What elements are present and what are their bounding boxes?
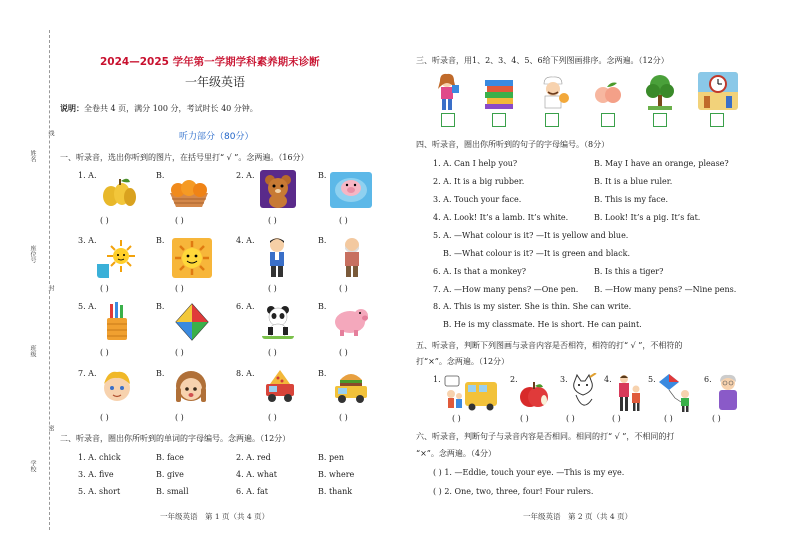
q5-number: 1. bbox=[433, 375, 441, 384]
pig-in-water-icon bbox=[330, 172, 372, 208]
q4-option[interactable]: B. —How many pens? —Nine pens. bbox=[594, 285, 737, 294]
answer-paren[interactable]: ( ) bbox=[566, 414, 575, 423]
q2-option[interactable]: B. small bbox=[156, 487, 189, 496]
panda-icon bbox=[262, 303, 294, 339]
q6-title-line2: “×”。念两遍。（4分） bbox=[416, 449, 496, 458]
q1-label: 5. A. bbox=[78, 302, 97, 311]
answer-paren[interactable]: ( ) bbox=[612, 414, 621, 423]
answer-paren[interactable]: ( ) bbox=[339, 216, 348, 225]
q1-label: B. bbox=[156, 236, 165, 245]
q4-option[interactable]: 7. A. —How many pens? —One pen. bbox=[433, 285, 579, 294]
q6-item[interactable]: ( ) 1. —Eddie, touch your eye. —This is my eye. bbox=[433, 468, 625, 477]
boy-face-icon bbox=[100, 368, 134, 406]
q2-option[interactable]: B. face bbox=[156, 453, 184, 462]
q4-option[interactable]: B. Is this a tiger? bbox=[594, 267, 664, 276]
q1-label: 4. A. bbox=[236, 236, 255, 245]
answer-paren[interactable]: ( ) bbox=[520, 414, 529, 423]
grandpa-icon bbox=[337, 236, 367, 278]
chef-icon bbox=[536, 74, 570, 110]
q1-label: 7. A. bbox=[78, 369, 97, 378]
clock-icon bbox=[698, 72, 738, 110]
order-box[interactable] bbox=[653, 113, 667, 127]
q1-label: 6. A. bbox=[236, 302, 255, 311]
grandma-icon bbox=[714, 374, 742, 412]
bear-icon bbox=[260, 170, 296, 208]
q2-option[interactable]: 6. A. fat bbox=[236, 487, 268, 496]
page-footer: 一年级英语 第 2 页（共 4 页） bbox=[523, 512, 633, 521]
answer-paren[interactable]: ( ) bbox=[268, 284, 277, 293]
q4-option[interactable]: 6. A. Is that a monkey? bbox=[433, 267, 526, 276]
answer-paren[interactable]: ( ) bbox=[175, 216, 184, 225]
answer-paren[interactable]: ( ) bbox=[664, 414, 673, 423]
peach-icon bbox=[593, 79, 623, 107]
answer-paren[interactable]: ( ) bbox=[339, 348, 348, 357]
pig-icon bbox=[330, 302, 370, 338]
sun-icon bbox=[97, 238, 137, 278]
side-label-school: 学校 bbox=[29, 460, 36, 472]
q5-title-line1: 五、听录音，判断下列图画与录音内容是否相符，相符的打“ √ ”，不相符的 bbox=[416, 341, 683, 350]
answer-paren[interactable]: ( ) bbox=[268, 348, 277, 357]
side-mark-line: 线 bbox=[47, 130, 54, 136]
section-header: 听力部分（80分） bbox=[179, 132, 254, 142]
q2-option[interactable]: B. pen bbox=[318, 453, 344, 462]
girl-icon bbox=[432, 73, 462, 111]
side-mark-close: 密 bbox=[47, 425, 54, 431]
q4-option[interactable]: B. —What colour is it? —It is green and black. bbox=[443, 249, 631, 258]
q4-option[interactable]: 4. A. Look! It’s a lamb. It’s white. bbox=[433, 213, 569, 222]
answer-paren[interactable]: ( ) bbox=[100, 348, 109, 357]
q4-option[interactable]: 5. A. —What colour is it? —It is yellow and blue. bbox=[433, 231, 629, 240]
q5-number: 3. bbox=[560, 375, 568, 384]
side-label-class: 班级 bbox=[29, 345, 36, 357]
oranges-icon bbox=[168, 175, 210, 209]
q4-option[interactable]: B. It is a blue ruler. bbox=[594, 177, 673, 186]
q2-option[interactable]: B. give bbox=[156, 470, 184, 479]
note-label: 说明： bbox=[60, 103, 84, 113]
answer-paren[interactable]: ( ) bbox=[175, 284, 184, 293]
q4-option[interactable]: 8. A. This is my sister. She is thin. She can write. bbox=[433, 302, 632, 311]
q1-label: 8. A. bbox=[236, 369, 255, 378]
q4-option[interactable]: B. Look! It’s a pig. It’s fat. bbox=[594, 213, 701, 222]
pizza-car-icon bbox=[262, 368, 298, 406]
q4-title: 四、听录音，圈出你所听到的句子的字母编号。（8分） bbox=[416, 140, 610, 149]
binding-line bbox=[49, 30, 50, 530]
exam-subtitle: 一年级英语 bbox=[185, 75, 246, 89]
q5-number: 4. bbox=[604, 375, 612, 384]
q5-number: 5. bbox=[648, 375, 656, 384]
pears-icon bbox=[100, 172, 138, 210]
answer-paren[interactable]: ( ) bbox=[100, 284, 109, 293]
sun-icon bbox=[172, 238, 212, 278]
answer-paren[interactable]: ( ) bbox=[100, 216, 109, 225]
q6-item[interactable]: ( ) 2. One, two, three, four! Four rulers. bbox=[433, 487, 594, 496]
order-box[interactable] bbox=[441, 113, 455, 127]
q4-option[interactable]: B. May I have an orange, please? bbox=[594, 159, 729, 168]
apple-icon bbox=[519, 380, 549, 410]
answer-paren[interactable]: ( ) bbox=[452, 414, 461, 423]
q1-title: 一、听录音，选出你听到的图片，在括号里打“ √ ”。念两遍。（16分） bbox=[60, 153, 309, 162]
q6-title-line1: 六、听录音，判断句子与录音内容是否相同。相同的打“ √ ”，不相同的打 bbox=[416, 432, 675, 441]
q4-option[interactable]: 3. A. Touch your face. bbox=[433, 195, 522, 204]
q1-label: B. bbox=[318, 369, 327, 378]
side-mark-seal: 封 bbox=[47, 285, 54, 291]
answer-paren[interactable]: ( ) bbox=[339, 413, 348, 422]
q1-label: B. bbox=[318, 171, 327, 180]
order-box[interactable] bbox=[601, 113, 615, 127]
q1-label: 2. A. bbox=[236, 171, 255, 180]
order-box[interactable] bbox=[545, 113, 559, 127]
burger-car-icon bbox=[332, 368, 370, 406]
q2-option[interactable]: 5. A. short bbox=[78, 487, 121, 496]
q1-label: B. bbox=[156, 302, 165, 311]
q1-label: B. bbox=[318, 302, 327, 311]
q1-label: B. bbox=[156, 171, 165, 180]
pencil-holder-icon bbox=[102, 302, 132, 342]
answer-paren[interactable]: ( ) bbox=[712, 414, 721, 423]
q4-option[interactable]: 2. A. It is a big rubber. bbox=[433, 177, 525, 186]
note-text: 全卷共 4 页，满分 100 分，考试时长 40 分钟。 bbox=[84, 104, 258, 113]
q3-title: 三、听录音，用1、2、3、4、5、6给下列图画排序。念两遍。（12分） bbox=[416, 56, 669, 65]
order-box[interactable] bbox=[492, 113, 506, 127]
q2-option[interactable]: 3. A. five bbox=[78, 470, 114, 479]
answer-paren[interactable]: ( ) bbox=[100, 413, 109, 422]
q2-option[interactable]: 4. A. what bbox=[236, 470, 278, 479]
answer-paren[interactable]: ( ) bbox=[175, 413, 184, 422]
q1-label: 3. A. bbox=[78, 236, 97, 245]
order-box[interactable] bbox=[710, 113, 724, 127]
q1-label: B. bbox=[318, 236, 327, 245]
answer-paren[interactable]: ( ) bbox=[175, 348, 184, 357]
q5-number: 2. bbox=[510, 375, 518, 384]
books-icon bbox=[483, 78, 515, 110]
page-footer: 一年级英语 第 1 页（共 4 页） bbox=[160, 512, 270, 521]
q2-option[interactable]: 2. A. red bbox=[236, 453, 271, 462]
boy-icon bbox=[262, 236, 292, 278]
side-label-seat: 座位号 bbox=[29, 245, 36, 263]
tree-icon bbox=[644, 73, 676, 111]
side-label-name: 姓名 bbox=[29, 150, 36, 162]
q2-option[interactable]: B. where bbox=[318, 470, 355, 479]
q2-title: 二、听录音，圈出你所听到的单词的字母编号。念两遍。（12分） bbox=[60, 434, 291, 443]
answer-paren[interactable]: ( ) bbox=[268, 413, 277, 422]
q4-option[interactable]: B. This is my face. bbox=[594, 195, 669, 204]
girl-face-icon bbox=[174, 368, 208, 408]
q1-label: 1. A. bbox=[78, 171, 97, 180]
answer-paren[interactable]: ( ) bbox=[268, 216, 277, 225]
q2-option[interactable]: 1. A. chick bbox=[78, 453, 121, 462]
q1-label: B. bbox=[156, 369, 165, 378]
children-bus-icon bbox=[443, 374, 499, 412]
family-icon bbox=[614, 373, 644, 413]
exam-title: 2024—2025 学年第一学期学科素养期末诊断 bbox=[100, 56, 320, 68]
q4-option[interactable]: B. He is my classmate. He is short. He can paint. bbox=[443, 320, 642, 329]
q5-number: 6. bbox=[704, 375, 712, 384]
kite-boy-icon bbox=[659, 372, 697, 412]
kite-icon bbox=[172, 302, 212, 342]
q5-title-line2: 打“×”。念两遍。（12分） bbox=[416, 357, 510, 366]
q4-option[interactable]: 1. A. Can I help you? bbox=[433, 159, 518, 168]
answer-paren[interactable]: ( ) bbox=[339, 284, 348, 293]
drawing-cat-icon bbox=[568, 373, 598, 413]
q2-option[interactable]: B. thank bbox=[318, 487, 353, 496]
